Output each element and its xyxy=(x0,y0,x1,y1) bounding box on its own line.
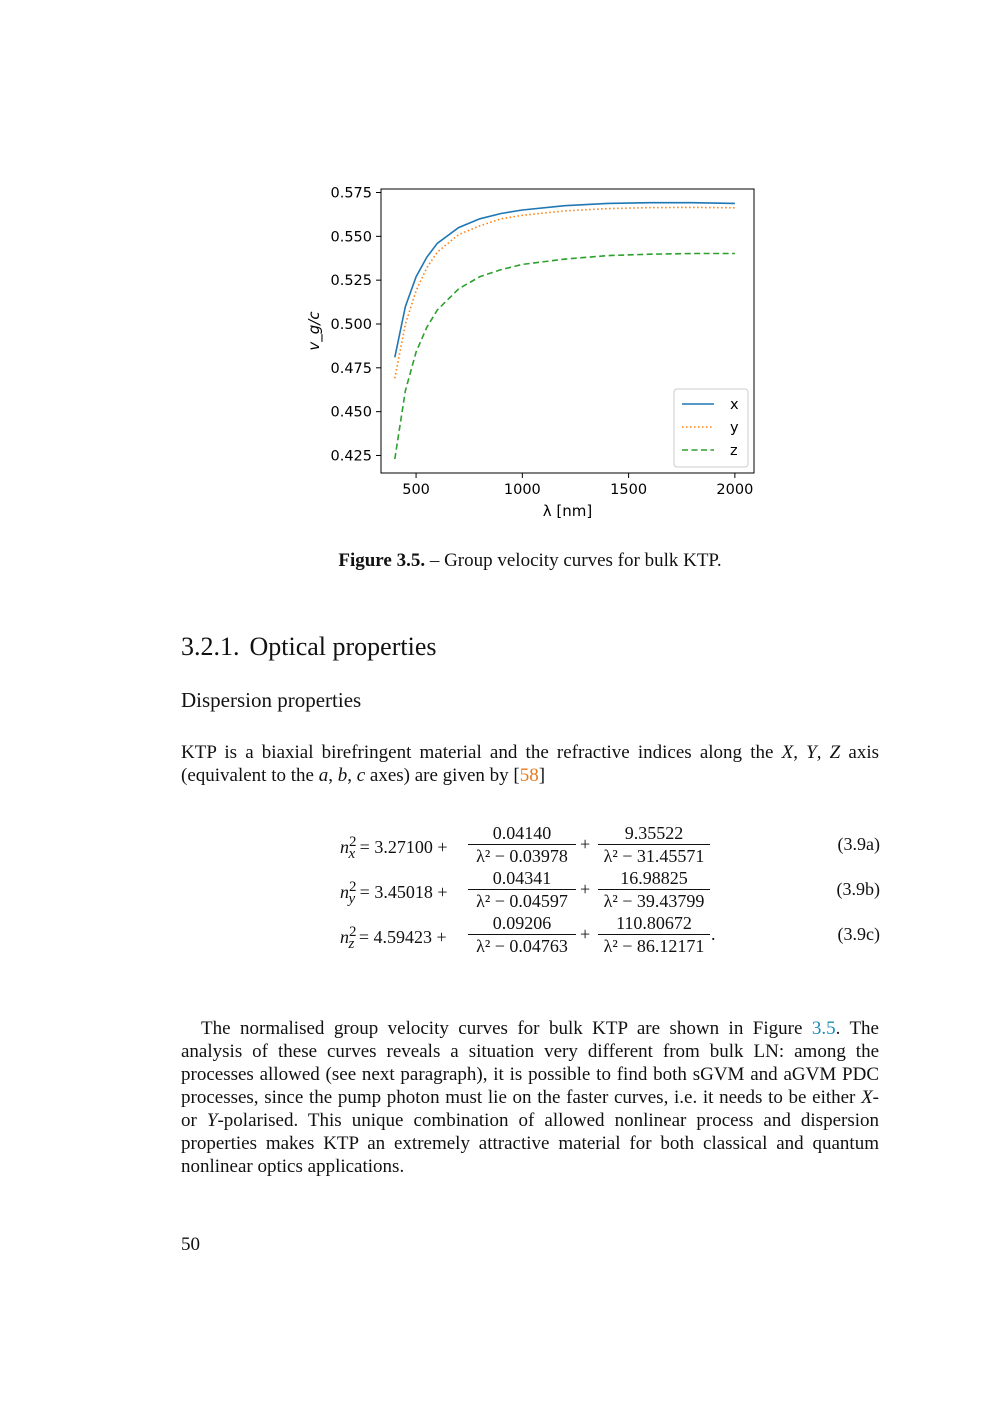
group-velocity-chart xyxy=(290,170,770,530)
p2-text-b: . The analysis of these curves reveals a situation very different from bulk LN: among the processes allowed (see next paragraph), it is possible to find both sGVM and aGVM PDC processes, since the pump photon must lie on the faster curves, i.e. it needs to be either xyxy=(181,1018,879,1108)
section-number: 3.2.1. xyxy=(181,632,240,661)
series-line-y xyxy=(395,207,735,378)
p1-sep-3: , xyxy=(328,765,338,786)
p1-sep-1: , xyxy=(793,742,807,763)
p2-pol-y: Y xyxy=(206,1110,218,1131)
x-tick-label: 1500 xyxy=(610,482,648,498)
group-velocity-figure xyxy=(290,170,770,530)
x-axis-label: λ [nm] xyxy=(542,502,593,520)
eq-fraction-2: $\frac{110.80672}{\text{λ² − 86.12171}}$ xyxy=(598,912,710,957)
equation-tag: (3.9b) xyxy=(836,879,880,899)
subsection-heading: Dispersion properties xyxy=(181,688,362,712)
p1-axis-c: c xyxy=(356,765,366,786)
y-tick-label: 0.575 xyxy=(330,185,372,202)
page-number: 50 xyxy=(181,1234,200,1255)
figure-link[interactable]: 3.5 xyxy=(811,1018,836,1039)
y-axis-label: v_g/c xyxy=(305,311,323,351)
p1-axis-y: Y xyxy=(806,742,817,763)
eq-fraction-2: $\frac{16.98825}{\text{λ² − 39.43799}}$ xyxy=(598,867,710,912)
p1-axis-a: a xyxy=(318,765,329,786)
equation-3-9b: $n^2_y = 3.45018$ + $\frac{0.04341}{\text{λ² − 0.04597}}$ + $\frac{16.98825}{\text{λ² − 39.43799}}$ (3.9b) xyxy=(340,868,880,911)
equation-tag: (3.9a) xyxy=(837,834,880,854)
p2-text-a: The normalised group velocity curves for bulk KTP are shown in Figure xyxy=(201,1018,812,1039)
y-tick-label: 0.550 xyxy=(330,229,372,246)
eq-fraction-1: $\frac{0.04341}{\text{λ² − 0.04597}}$ xyxy=(468,867,576,912)
citation-link[interactable]: 58 xyxy=(519,765,539,786)
eq-fraction-2: $\frac{9.35522}{\text{λ² − 31.45571}}$ xyxy=(598,822,710,867)
section-heading xyxy=(181,632,437,662)
p1-text-c: axes) are given by [ xyxy=(365,765,520,786)
y-tick-label: 0.525 xyxy=(330,273,372,290)
p1-axis-z: Z xyxy=(829,742,841,763)
p2-text-d: -polarised. This unique combination of allowed nonlinear process and dispersion properties makes KTP an extremely attractive material for both classical and quantum nonlinear optics applications. xyxy=(181,1110,879,1177)
p2-pol-x: X xyxy=(861,1087,873,1108)
eq-lhs: $n^2_x = 3.27100$ + xyxy=(340,834,448,862)
figure-number: Figure 3.5. xyxy=(338,550,426,571)
equation-3-9c: $n^2_z = 4.59423$ + $\frac{0.09206}{\text{λ² − 0.04763}}$ + $\frac{110.80672}{\text{λ² − 86.12171}}$ . (3.9c) xyxy=(340,913,880,956)
section-title: Optical properties xyxy=(249,632,437,661)
p1-text-b: axis (equivalent to the xyxy=(181,742,879,786)
p1-sep-4: , xyxy=(347,765,357,786)
x-tick-label: 1000 xyxy=(503,482,541,498)
p1-text-a: KTP is a biaxial birefringent material and the refractive indices along the xyxy=(181,742,782,763)
figure-caption xyxy=(0,550,1000,572)
y-tick-label: 0.500 xyxy=(330,316,372,333)
y-tick-label: 0.450 xyxy=(330,404,372,421)
y-tick-label: 0.425 xyxy=(330,448,372,465)
legend-label-y: y xyxy=(730,420,739,436)
p1-axis-x: X xyxy=(781,742,794,763)
p2-text-c: - or xyxy=(181,1087,879,1131)
eq-lhs: $n^2_y = 3.45018$ + xyxy=(340,879,448,907)
paragraph-group-velocity xyxy=(181,1017,879,1178)
equation-tag: (3.9c) xyxy=(837,924,880,944)
y-tick-label: 0.475 xyxy=(330,360,372,377)
x-tick-label: 2000 xyxy=(716,482,754,498)
legend-label-x: x xyxy=(730,397,739,413)
series-line-x xyxy=(395,203,735,358)
equation-3-9a: $n^2_x = 3.27100$ + $\frac{0.04140}{\text{λ² − 0.03978}}$ + $\frac{9.35522}{\text{λ² − 31.45571}}$ (3.9a) xyxy=(340,823,880,866)
legend-label-z: z xyxy=(730,443,738,459)
p1-text-d: ] xyxy=(538,765,546,786)
p1-sep-2: , xyxy=(816,742,830,763)
p1-axis-b: b xyxy=(337,765,348,786)
eq-fraction-1: $\frac{0.04140}{\text{λ² − 0.03978}}$ xyxy=(468,822,576,867)
eq-fraction-1: $\frac{0.09206}{\text{λ² − 0.04763}}$ xyxy=(468,912,576,957)
eq-lhs: $n^2_z = 4.59423$ + xyxy=(340,924,447,952)
figure-caption-text: – Group velocity curves for bulk KTP. xyxy=(425,550,722,571)
paragraph-refractive-indices xyxy=(181,741,879,787)
x-tick-label: 500 xyxy=(402,482,430,498)
